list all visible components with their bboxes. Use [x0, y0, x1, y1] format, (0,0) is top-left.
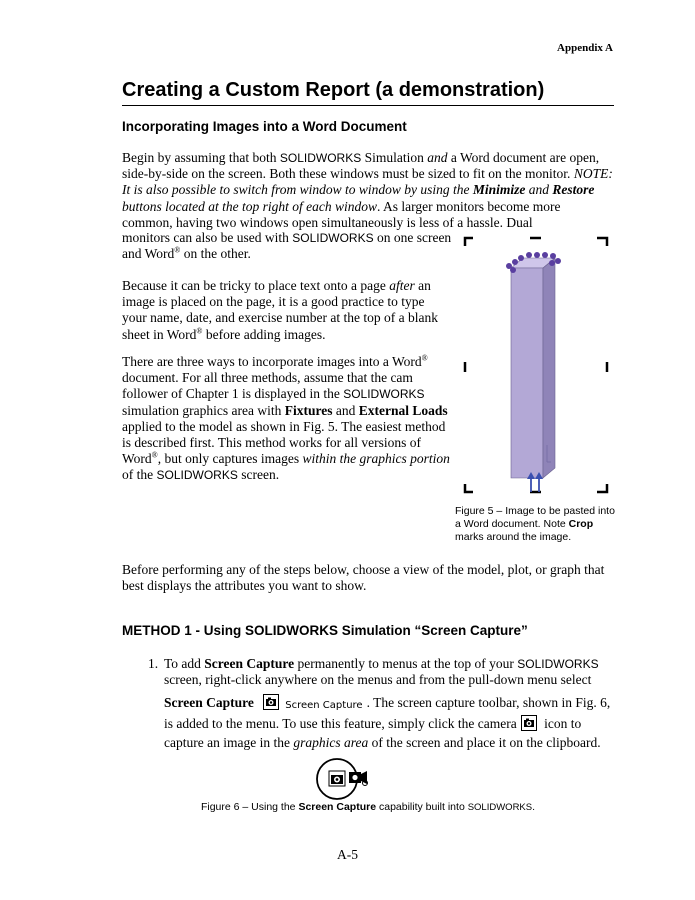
- paragraph-intro: Begin by assuming that both SOLIDWORKS Simulation and a Word document are open, side-by-side on the screen. Both these windows must be sized to fit on the monitor. NOTE: It is also possible to switch from window to window by using the Minimize and Restore buttons located at the top right of each window. As larger monitors become more common, having two windows open simultaneously is less of a hassle. Dual: [122, 150, 613, 230]
- paragraph-text-first: Because it can be tricky to place text onto a page after an image is placed on the page, it is a good practice to type your name, date, and exercise number at the top of a blank sheet in Word® before adding images.: [122, 278, 439, 342]
- paragraph-intro-continued: monitors can also be used with SOLIDWORKS on one screen and Word® on the other.: [122, 230, 452, 262]
- crop-mark-bottom-right: [597, 484, 607, 492]
- crop-mark-top-right: [597, 238, 607, 246]
- section-subheading: Incorporating Images into a Word Document: [122, 119, 407, 134]
- figure-6-caption: Figure 6 – Using the Screen Capture capability built into SOLIDWORKS.: [200, 801, 536, 813]
- page-title: Creating a Custom Report (a demonstration): [122, 79, 545, 101]
- screen-capture-camera-icon[interactable]: [263, 694, 279, 714]
- video-capture-icon: [349, 771, 368, 786]
- camera-icon[interactable]: [521, 715, 537, 735]
- paragraph-three-ways: There are three ways to incorporate images into a Word® document. For all three methods, assume that the cam follower of Chapter 1 is displayed in the SOLIDWORKS simulation graphics area with Fixtures and External Loads applied to the model as shown in Fig. 5. The easiest method is described first. This method works for all versions of Word®, but only captures images within the graphics portion of the SOLIDWORKS screen.: [122, 353, 450, 483]
- screen-capture-icon: [329, 771, 345, 786]
- crop-mark-top-left: [465, 238, 473, 246]
- step-1-line-a: To add Screen Capture permanently to menus at the top of your SOLIDWORKS screen, right-click anywhere on the menus and from the pull-down menu select: [164, 656, 599, 688]
- step-1-line-b: Screen Capture Screen Capture . The screen capture toolbar, shown in Fig. 6, is added to the menu. To use this feature, simply click the camera icon to capture an image in the graphics area of the screen and place it on the clipboard.: [164, 695, 611, 750]
- title-rule: [122, 105, 614, 106]
- paragraph-before-steps: Before performing any of the steps below, choose a view of the model, plot, or graph that best displays the attributes you want to show.: [122, 562, 605, 594]
- page-number: A-5: [337, 847, 358, 862]
- method-1-heading: METHOD 1 - Using SOLIDWORKS Simulation “Screen Capture”: [122, 623, 528, 638]
- screen-capture-toolbar-label[interactable]: Screen Capture: [285, 699, 363, 711]
- cam-follower-model: [511, 258, 555, 478]
- crop-mark-bottom-left: [465, 484, 473, 492]
- figure-6-toolbar-icons: [315, 757, 377, 801]
- figure-5-image: [455, 230, 615, 502]
- figure-5-caption: Figure 5 – Image to be pasted into a Word document. Note Crop marks around the image.: [455, 505, 615, 543]
- step-1-body: [164, 656, 614, 751]
- step-number: 1.: [148, 656, 159, 671]
- running-header: Appendix A: [557, 42, 613, 54]
